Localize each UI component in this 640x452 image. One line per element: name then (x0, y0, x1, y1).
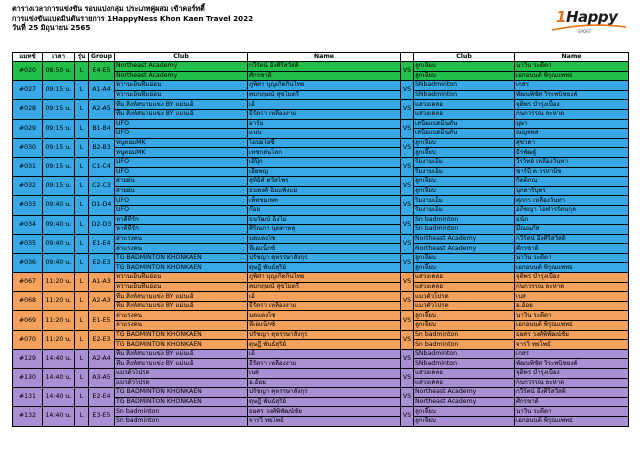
club-1: หาดีที่รัก (115, 225, 248, 235)
club-1: สายฝน (115, 177, 248, 187)
player-1: อ.อ้อย (248, 378, 401, 388)
club-2: Northeast Academy (414, 244, 515, 254)
club-1: UFO (115, 119, 248, 129)
match-class: L (75, 196, 89, 215)
match-class: L (75, 253, 89, 272)
player-1: คมกฤษณ์ สุขไมตรี (248, 90, 401, 100)
player-1: ปรัชญา คุหรรษาสังกุร (248, 253, 401, 263)
table-row (13, 253, 629, 263)
match-number: #035 (13, 234, 43, 253)
match-class: L (75, 311, 89, 330)
vs-label: VS (401, 253, 414, 272)
match-class: L (75, 234, 89, 253)
col-club-2: Club (414, 53, 515, 62)
match-number: #132 (13, 407, 43, 426)
match-group: A2-A3 (89, 292, 115, 311)
player-2: กวีรัตน์ อึ้งศิริสวัสดิ์ (515, 388, 629, 398)
club-2: แสวงเคลอ (414, 378, 515, 388)
vs-label: VS (401, 157, 414, 176)
vs-label: VS (401, 234, 414, 253)
player-2: ธนัภ (515, 215, 629, 225)
table-row (13, 157, 629, 167)
table-row (13, 138, 629, 148)
player-1: เทชกล่นโลก (248, 148, 401, 158)
player-1: หีเอแน็กซ์ (248, 244, 401, 254)
player-2: เกสร (515, 349, 629, 359)
match-time: 09:15 น. (43, 138, 75, 157)
match-class: L (75, 215, 89, 234)
club-2: ลูกเจี๊ยบ (414, 311, 515, 321)
match-class: L (75, 407, 89, 426)
match-time: 09:15 น. (43, 81, 75, 100)
match-time: 09:15 น. (43, 177, 75, 196)
club-2: ลูกเจี๊ยบ (414, 407, 515, 417)
match-group: A3-A5 (89, 369, 115, 388)
schedule-table (12, 52, 629, 427)
club-2: แมวตัวโปรด (414, 301, 515, 311)
club-1: ทีม สิ่งห์สนามแข่ง BY แม่นเอ้ (115, 292, 248, 302)
player-1: เพ็ทชมเพท (248, 196, 401, 206)
vs-label: VS (401, 177, 414, 196)
club-2: SNbadminton (414, 359, 515, 369)
player-1: ธยศร วงศ์พิพัฒน์ชัย (248, 407, 401, 417)
match-group: E1-E4 (89, 234, 115, 253)
club-2: ลูกเจี๊ยบ (414, 177, 515, 187)
table-row (13, 215, 629, 225)
player-2: เอกอนนต์ พิรุณแพทธ (515, 416, 629, 426)
club-1: หวานเย็นทีมอ่อน (115, 282, 248, 292)
club-1: ล่าแรงคน (115, 234, 248, 244)
match-group: C1-C4 (89, 157, 115, 176)
player-2: นาวิน ระดีดา (515, 407, 629, 417)
player-2: กวีรัตน์ อึ้งศิริสวัสดิ์ (515, 234, 629, 244)
match-time: 09:15 น. (43, 157, 75, 176)
club-1: UFO (115, 157, 248, 167)
player-1: ศักรชาติ (248, 71, 401, 81)
club-1: Sn badminton (115, 407, 248, 417)
match-class: L (75, 100, 89, 119)
vs-label: VS (401, 81, 414, 100)
club-2: แสวงเคลอ (414, 100, 515, 110)
player-1: เอ้ (248, 349, 401, 359)
club-1: ทีม สิ่งห์สนามแข่ง BY แม่นเอ้ (115, 359, 248, 369)
vs-label: VS (401, 119, 414, 138)
club-2: Sn badminton (414, 330, 515, 340)
club-1: TG BADMINTON KHONKAEN (115, 397, 248, 407)
club-1: UFO (115, 205, 248, 215)
player-2: พัฒนพิชัศ วิระพนิชยงค์ (515, 359, 629, 369)
table-row (13, 196, 629, 206)
match-class: L (75, 177, 89, 196)
match-time: 09:40 น. (43, 253, 75, 272)
match-group: A1-A4 (89, 81, 115, 100)
brand-logo (548, 6, 630, 36)
player-1: ดุษฎี พันธ์สุริย์ (248, 397, 401, 407)
player-1: มดแดงไซ (248, 234, 401, 244)
table-header-row (13, 53, 629, 62)
col-name-1: Name (248, 53, 401, 62)
club-2: Northeast Academy (414, 397, 515, 407)
match-number: #130 (13, 369, 43, 388)
match-number: #032 (13, 177, 43, 196)
match-group: C2-C3 (89, 177, 115, 196)
match-number: #069 (13, 311, 43, 330)
player-1: แนน (248, 129, 401, 139)
club-1: หวานเย็นทีมอ่อน (115, 81, 248, 91)
match-time: 08:50 น. (43, 62, 75, 81)
player-1: สุทิธิศ์ ดวัสโพร (248, 177, 401, 187)
club-2: Sn badminton (414, 215, 515, 225)
match-number: #028 (13, 100, 43, 119)
logo-subtitle: SPORT (578, 29, 592, 34)
player-2: จุติพร บำรุงเบื้อง (515, 369, 629, 379)
match-group: E1-E5 (89, 311, 115, 330)
player-2: ศักรชาติ (515, 397, 629, 407)
club-1: แมวตัวโปรด (115, 369, 248, 379)
player-1: ดุษฎี พันธ์สุริย์ (248, 263, 401, 273)
match-class: L (75, 273, 89, 292)
club-1: ทีม สิ่งห์สนามแข่ง BY แม่นเอ้ (115, 301, 248, 311)
player-1: เบส (248, 369, 401, 379)
table-row (13, 273, 629, 283)
col-time: เวลา (43, 53, 75, 62)
club-2: SNbadminton (414, 81, 515, 91)
match-number: #033 (13, 196, 43, 215)
player-1: อาร์ม (248, 119, 401, 129)
club-2: ลูกเจี๊ยบ (414, 416, 515, 426)
player-2: ธีรพัฒฐ์ (515, 148, 629, 158)
match-group: A2-A5 (89, 100, 115, 119)
player-2: นาวิน ระดีดา (515, 253, 629, 263)
col-group: Group (89, 53, 115, 62)
club-1: ทีม สิ่งห์สนามแข่ง BY แม่นเอ้ (115, 109, 248, 119)
match-class: L (75, 369, 89, 388)
match-time: 11:20 น. (43, 292, 75, 311)
club-1: ล่าแรงคน (115, 321, 248, 331)
club-1: ทีม สิ่งห์สนามแข่ง BY แม่นเอ้ (115, 100, 248, 110)
club-2: แสวงเคลอ (414, 369, 515, 379)
player-1: กวีรัตน์ อึ้งศิริสวัสดิ์ (248, 62, 401, 72)
club-1: TG BADMINTON KHONKAEN (115, 388, 248, 398)
player-2: วีรวิทย์ เหลืองวันทา (515, 157, 629, 167)
col-club-1: Club (115, 53, 248, 62)
player-2: อ.อ้อย (515, 301, 629, 311)
club-2: Northeast Academy (414, 234, 515, 244)
match-class: L (75, 292, 89, 311)
logo-wordmark: 1Happy (556, 8, 618, 26)
player-2: กนกวรรณ ละหาด (515, 282, 629, 292)
player-1: หีเอแน็กซ์ (248, 321, 401, 331)
match-class: L (75, 388, 89, 407)
player-2: กิตติกณ (515, 177, 629, 187)
match-number: #068 (13, 292, 43, 311)
match-class: L (75, 349, 89, 368)
club-1: Northeast Academy (115, 62, 248, 72)
match-number: #020 (13, 62, 43, 81)
match-time: 14:40 น. (43, 349, 75, 368)
player-1: ภูพิศา บุญเกิดกินไทย (248, 81, 401, 91)
club-2: เสนียแบดมินตัน (414, 119, 515, 129)
table-row (13, 369, 629, 379)
match-group: E4-E5 (89, 62, 115, 81)
match-group: A1-A3 (89, 273, 115, 292)
club-2: ลูกเจี๊ยบ (414, 321, 515, 331)
club-1: ทีม สิ่งห์สนามแข่ง BY แม่นเอ้ (115, 349, 248, 359)
match-number: #067 (13, 273, 43, 292)
table-row (13, 62, 629, 72)
club-1: Sn badminton (115, 416, 248, 426)
match-time: 14:40 น. (43, 407, 75, 426)
club-2: ลูกเจี๊ยบ (414, 62, 515, 72)
club-2: SNbadminton (414, 90, 515, 100)
club-2: แสวงเคลอ (414, 109, 515, 119)
match-number: #036 (13, 253, 43, 272)
match-group: E3-E5 (89, 407, 115, 426)
player-2: จารวิ ทยโพธ์ (515, 340, 629, 350)
vs-label: VS (401, 388, 414, 407)
player-2: ชาร์บี ด.วรหาบิช (515, 167, 629, 177)
match-time: 11:20 น. (43, 273, 75, 292)
club-1: ล่าแรงคน (115, 311, 248, 321)
club-1: TG BADMINTON KHONKAEN (115, 340, 248, 350)
club-1: UFO (115, 196, 248, 206)
match-class: L (75, 62, 89, 81)
player-1: เฮีปุ๊ก (248, 157, 401, 167)
club-1: TG BADMINTON KHONKAEN (115, 263, 248, 273)
match-class: L (75, 81, 89, 100)
player-1: ดุษฎี พันธ์สุริย์ (248, 340, 401, 350)
player-2: เอกอนนต์ พิรุณแพทธ (515, 71, 629, 81)
club-1: TG BADMINTON KHONKAEN (115, 253, 248, 263)
match-class: L (75, 119, 89, 138)
table-row (13, 234, 629, 244)
match-number: #029 (13, 119, 43, 138)
vs-label: VS (401, 369, 414, 388)
club-2: ริมงามเอ็ม (414, 157, 515, 167)
club-1: แมวตัวโปรด (115, 378, 248, 388)
player-2: บุษา (515, 119, 629, 129)
vs-label: VS (401, 100, 414, 119)
document-header (12, 4, 552, 33)
club-1: TG BADMINTON KHONKAEN (115, 330, 248, 340)
club-2: แมวตัวโปรด (414, 292, 515, 302)
match-time: 14:40 น. (43, 369, 75, 388)
player-2: พัฒนพิชัศ วิระพนิชยงค์ (515, 90, 629, 100)
player-1: ธีรัตรา เหลืองงาม (248, 301, 401, 311)
table-row (13, 81, 629, 91)
vs-label: VS (401, 311, 414, 330)
player-1: ปรัชญา คุหรรษาสังกุร (248, 330, 401, 340)
header-date: วันที่ 25 มิถุนายน 2565 (12, 23, 91, 32)
player-2: ศักรชาติ (515, 244, 629, 254)
club-1: ล่าแรงคน (115, 244, 248, 254)
club-2: ลูกเจี๊ยบ (414, 186, 515, 196)
player-1: เอ้ (248, 292, 401, 302)
match-group: E2-E3 (89, 330, 115, 349)
club-1: หวานเย็นทีมอ่อน (115, 90, 248, 100)
vs-label: VS (401, 273, 414, 292)
col-vs (401, 53, 414, 62)
vs-label: VS (401, 196, 414, 215)
match-group: B2-B3 (89, 138, 115, 157)
player-1: ศิริณภา นุตตาหลุ (248, 225, 401, 235)
table-row (13, 349, 629, 359)
club-1: หวานเย็นทีมอ่อน (115, 273, 248, 283)
club-2: เสนียแบดมินตัน (414, 129, 515, 139)
match-number: #030 (13, 138, 43, 157)
club-2: ลูกเจี๊ยบ (414, 253, 515, 263)
player-2: จุติพร บำรุงเบื้อง (515, 100, 629, 110)
header-title: ตารางเวลาการแข่งขัน รอบแบ่งกลุ่ม ประเภทคู่ผสม เข้าคอร์ทตี้ (12, 4, 205, 13)
match-number: #027 (13, 81, 43, 100)
match-time: 11:20 น. (43, 330, 75, 349)
match-number: #131 (13, 388, 43, 407)
player-2: บุกดาริบุตร (515, 186, 629, 196)
match-group: A2-A4 (89, 349, 115, 368)
player-1: ธีรัตรา เหลืองงาม (248, 109, 401, 119)
vs-label: VS (401, 62, 414, 81)
table-row (13, 100, 629, 110)
match-number: #129 (13, 349, 43, 368)
player-2: เอกอนนต์ พิรุณแพทธ (515, 263, 629, 273)
club-1: หนูตอมMK (115, 138, 248, 148)
player-2: กนกวรรณ ละหาด (515, 109, 629, 119)
player-2: เบส (515, 292, 629, 302)
club-2: แสวงเคลอ (414, 282, 515, 292)
player-1: เอ้ (248, 100, 401, 110)
table-row (13, 292, 629, 302)
match-class: L (75, 138, 89, 157)
player-1: ไอปอไอซี (248, 138, 401, 148)
club-1: Northeast Academy (115, 71, 248, 81)
match-group: D1-D4 (89, 196, 115, 215)
match-time: 14:40 น. (43, 388, 75, 407)
vs-label: VS (401, 349, 414, 368)
player-1: เฮียพญ (248, 167, 401, 177)
table-row (13, 119, 629, 129)
vs-label: VS (401, 330, 414, 349)
match-time: 11:20 น. (43, 311, 75, 330)
player-2: เอกอนนต์ พิรุณแพทธ (515, 321, 629, 331)
player-1: จารวิ ทยโพธ์ (248, 416, 401, 426)
match-group: B1-B4 (89, 119, 115, 138)
vs-label: VS (401, 138, 414, 157)
player-1: ธนพงศ์ ฉิมแพ้งแย (248, 186, 401, 196)
vs-label: VS (401, 215, 414, 234)
club-1: UFO (115, 167, 248, 177)
table-row (13, 177, 629, 187)
col-match: แมทช์ (13, 53, 43, 62)
player-2: กนกวรรณ ละหาด (515, 378, 629, 388)
club-2: ลูกเจี๊ยบ (414, 71, 515, 81)
player-2: นาวิน ระดีดา (515, 62, 629, 72)
club-2: แสวงเคลอ (414, 273, 515, 283)
club-2: ริมงามเอ็ม (414, 205, 515, 215)
table-row (13, 388, 629, 398)
player-1: ภูพิศา บุญเกิดกินไทย (248, 273, 401, 283)
club-2: ลูกเจี๊ยบ (414, 263, 515, 273)
club-2: ริมงามเอ็ม (414, 196, 515, 206)
player-1: คมกฤษณ์ สุขไมตรี (248, 282, 401, 292)
player-2: อภิชญา โอฬารรัตนกุล (515, 205, 629, 215)
match-time: 09:40 น. (43, 234, 75, 253)
club-2: ริมงามเอ็ม (414, 167, 515, 177)
player-1: มดแดงไซ (248, 311, 401, 321)
player-2: ศุภกร เหลืองวันทา (515, 196, 629, 206)
match-group: E2-E3 (89, 253, 115, 272)
player-2: มีณณภัส (515, 225, 629, 235)
club-2: ลูกเจี๊ยบ (414, 148, 515, 158)
club-2: Sn badminton (414, 340, 515, 350)
table-row (13, 407, 629, 417)
club-2: SNbadminton (414, 349, 515, 359)
header-event: การแข่งขันแบดมินตันรายการ 1HappyNess Khon Kaen Travel 2022 (12, 13, 254, 23)
club-2: Sn badminton (414, 225, 515, 235)
player-2: นาวิน ระดีดา (515, 311, 629, 321)
player-2: สุขวดา (515, 138, 629, 148)
club-1: UFO (115, 129, 248, 139)
club-2: ลูกเจี๊ยบ (414, 138, 515, 148)
player-2: ธยศร วงศ์พิพัฒน์ชัย (515, 330, 629, 340)
player-2: เกสร (515, 81, 629, 91)
player-1: ก๊อย (248, 205, 401, 215)
table-row (13, 311, 629, 321)
club-1: สายฝน (115, 186, 248, 196)
match-time: 09:40 น. (43, 215, 75, 234)
match-number: #034 (13, 215, 43, 234)
vs-label: VS (401, 292, 414, 311)
player-2: จุติพร บำรุงเบื้อง (515, 273, 629, 283)
col-class: รุ่น (75, 53, 89, 62)
match-group: E2-E4 (89, 388, 115, 407)
player-2: ณญจพล (515, 129, 629, 139)
match-number: #031 (13, 157, 43, 176)
col-name-2: Name (515, 53, 629, 62)
club-1: หนูตอมMK (115, 148, 248, 158)
match-time: 09:40 น. (43, 196, 75, 215)
club-1: หาดีที่รัก (115, 215, 248, 225)
match-number: #070 (13, 330, 43, 349)
match-class: L (75, 330, 89, 349)
club-2: Northeast Academy (414, 388, 515, 398)
match-class: L (75, 157, 89, 176)
match-time: 09:15 น. (43, 119, 75, 138)
player-1: ธีรัตรา เหลืองงาม (248, 359, 401, 369)
player-1: ปรัชญา คุหรรษาสังกุร (248, 388, 401, 398)
match-time: 09:15 น. (43, 100, 75, 119)
player-1: ธนวัฒน์ ฉิงไม่ (248, 215, 401, 225)
table-row (13, 330, 629, 340)
match-group: D2-D3 (89, 215, 115, 234)
vs-label: VS (401, 407, 414, 426)
